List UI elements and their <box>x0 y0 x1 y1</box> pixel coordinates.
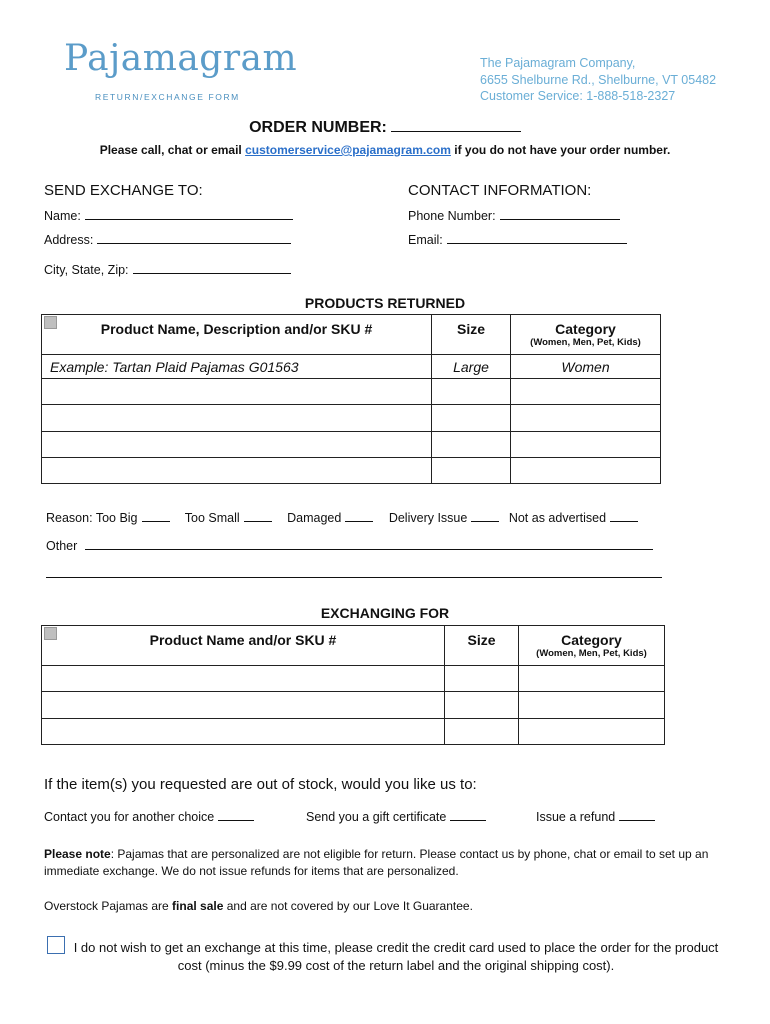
email-row <box>408 231 627 247</box>
name-field[interactable] <box>85 207 293 220</box>
order-number-field[interactable] <box>391 117 521 132</box>
reason-not-advertised-field[interactable] <box>610 509 638 522</box>
size-column-header: Size <box>432 315 511 355</box>
reason-too-small: Too Small <box>184 511 240 525</box>
reason-too-small-field[interactable] <box>244 509 272 522</box>
out-of-stock-option-gift: Send you a gift certificate <box>306 808 486 824</box>
table-row[interactable] <box>42 458 661 484</box>
refund-field[interactable] <box>619 808 655 821</box>
other-row <box>46 537 653 553</box>
reason-too-big-field[interactable] <box>142 509 170 522</box>
example-size: Large <box>432 355 511 379</box>
city-label: City, State, Zip: <box>44 263 129 277</box>
city-state-zip-row <box>44 261 291 277</box>
order-number-label: ORDER NUMBER: <box>249 119 387 136</box>
out-of-stock-option-refund: Issue a refund <box>536 808 655 824</box>
reason-label: Reason: <box>46 511 93 525</box>
phone-label: Phone Number: <box>408 209 496 223</box>
table-row[interactable] <box>42 719 665 745</box>
address-label: Address: <box>44 233 94 247</box>
example-category: Women <box>511 355 661 379</box>
order-number-note <box>0 143 770 157</box>
phone-field[interactable] <box>500 207 620 220</box>
category-column-header: Category (Women, Men, Pet, Kids) <box>511 315 661 355</box>
company-name: The Pajamagram Company, <box>480 56 636 70</box>
customer-service-email-link[interactable]: customerservice@pajamagram.com <box>245 143 451 157</box>
name-label: Name: <box>44 209 81 223</box>
table-row[interactable] <box>42 405 661 432</box>
reason-not-as-advertised: Not as advertised <box>508 511 607 525</box>
email-field[interactable] <box>447 231 627 244</box>
table-row[interactable] <box>42 666 665 692</box>
name-row <box>44 207 293 223</box>
table-corner-marker <box>44 316 57 329</box>
reason-damaged: Damaged <box>287 511 342 525</box>
overstock-note: Overstock Pajamas are final sale and are not covered by our Love It Guarantee. <box>44 899 473 913</box>
table-row[interactable] <box>42 432 661 458</box>
other-label: Other <box>46 539 78 553</box>
city-state-zip-field[interactable] <box>133 261 291 274</box>
reason-row <box>46 509 638 525</box>
out-of-stock-option-contact: Contact you for another choice <box>44 808 254 824</box>
note-suffix: if you do not have your order number. <box>454 143 671 157</box>
address-field[interactable] <box>97 231 291 244</box>
exchanging-for-table <box>41 625 665 745</box>
out-of-stock-question: If the item(s) you requested are out of stock, would you like us to: <box>44 776 477 793</box>
customer-service-phone: Customer Service: 1-888-518-2327 <box>480 89 676 103</box>
reason-damaged-field[interactable] <box>345 509 373 522</box>
exchange-size-column-header: Size <box>445 626 519 666</box>
contact-info-heading: CONTACT INFORMATION: <box>408 182 592 199</box>
products-returned-heading: PRODUCTS RETURNED <box>304 295 466 311</box>
send-exchange-heading: SEND EXCHANGE TO: <box>44 182 203 199</box>
note-text: : Pajamas that are personalized are not eligible for return. Please contact us by phone, chat or email to set up an immediate exchange. We do not issue refunds for items that are personalized. <box>44 847 709 878</box>
gift-certificate-field[interactable] <box>450 808 486 821</box>
reason-delivery-field[interactable] <box>471 509 499 522</box>
note-label: Please note <box>44 847 111 861</box>
other-field[interactable] <box>85 537 653 550</box>
phone-row <box>408 207 620 223</box>
company-street: 6655 Shelburne Rd., Shelburne, VT 05482 <box>480 72 717 87</box>
reason-too-big: Too Big <box>95 511 138 525</box>
order-number-row <box>0 117 770 137</box>
products-returned-table <box>41 314 661 484</box>
refund-only-text: I do not wish to get an exchange at this time, please credit the credit card used to place the order for the product cost (minus the $9.99 cost of the return label and the original shipping cost). <box>73 940 719 973</box>
logo-subtitle: RETURN/EXCHANGE FORM <box>95 92 240 102</box>
table-row[interactable] <box>42 379 661 405</box>
personalized-note <box>44 846 716 880</box>
note-prefix: Please call, chat or email <box>99 143 242 157</box>
company-logo: Pajamagram <box>64 38 298 79</box>
reason-delivery-issue: Delivery Issue <box>388 511 468 525</box>
exchange-product-column-header: Product Name and/or SKU # <box>42 626 445 666</box>
address-row <box>44 231 291 247</box>
other-field-line-2[interactable] <box>46 577 662 578</box>
table-row[interactable] <box>42 355 661 379</box>
table-row[interactable] <box>42 692 665 719</box>
refund-only-checkbox[interactable] <box>47 936 65 954</box>
email-label: Email: <box>408 233 443 247</box>
final-sale-text: final sale <box>172 899 224 913</box>
table-corner-marker <box>44 627 57 640</box>
exchange-category-column-header: Category (Women, Men, Pet, Kids) <box>519 626 665 666</box>
example-product: Example: Tartan Plaid Pajamas G01563 <box>42 355 432 379</box>
contact-choice-field[interactable] <box>218 808 254 821</box>
company-address <box>480 55 760 105</box>
product-column-header: Product Name, Description and/or SKU # <box>42 315 432 355</box>
exchanging-for-heading: EXCHANGING FOR <box>320 605 450 621</box>
